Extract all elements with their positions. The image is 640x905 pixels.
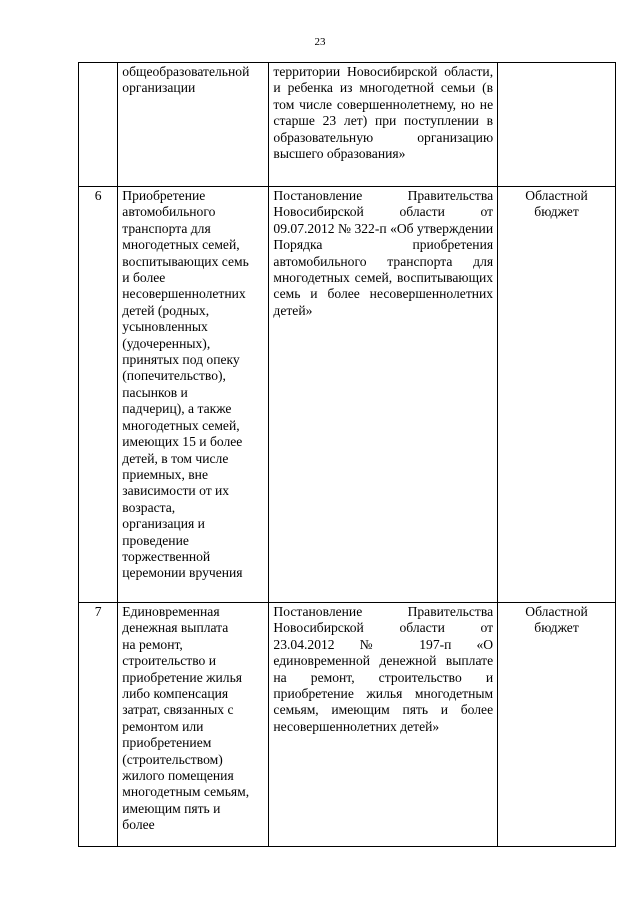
table-row <box>79 63 616 187</box>
measure-name-cell: общеобразовательной организации <box>118 63 269 187</box>
row-number-cell: 6 <box>79 187 118 603</box>
measure-name-cell: Приобретение автомобильного транспорта для многодетных семей, воспитывающих семь и более несовершеннолетних детей (родных, усыновленных (удочеренных), принятых под опеку (попечительство), пасынков и падчериц), а также многодетных семей, имеющих 15 и более детей, в том числе приемных, вне зависимости от их возраста, организация и проведение торжественной церемонии вручения <box>118 187 269 603</box>
funding-source-cell: Областной бюджет <box>498 603 616 847</box>
funding-source-cell <box>498 63 616 187</box>
legal-basis-cell: территории Новосибирской области, и ребенка из многодетной семьи (в том числе совершеннолетнему, но не старше 23 лет) при поступлении в образовательную организацию высшего образования» <box>269 63 498 187</box>
funding-source-cell: Областной бюджет <box>498 187 616 603</box>
page-number: 23 <box>314 36 326 48</box>
row-number-cell: 7 <box>79 603 118 847</box>
measures-table <box>78 62 616 847</box>
legal-basis-cell: Постановление Правительства Новосибирской области от 09.07.2012 № 322-п «Об утверждении Порядка приобретения автомобильного транспорта для многодетных семей, воспитывающих семь и более несовершеннолетних детей» <box>269 187 498 603</box>
measure-name-cell: Единовременная денежная выплата на ремонт, строительство и приобретение жилья либо компенсация затрат, связанных с ремонтом или приобретением (строительством) жилого помещения многодетным семьям, имеющим пять и более <box>118 603 269 847</box>
table-row <box>79 187 616 603</box>
table-row <box>79 603 616 847</box>
row-number-cell <box>79 63 118 187</box>
legal-basis-cell: Постановление Правительства Новосибирской области от 23.04.2012 № 197-п «О единовременной денежной выплате на ремонт, строительство и приобретение жилья многодетным семьям, имеющим пять и более несовершеннолетних детей» <box>269 603 498 847</box>
